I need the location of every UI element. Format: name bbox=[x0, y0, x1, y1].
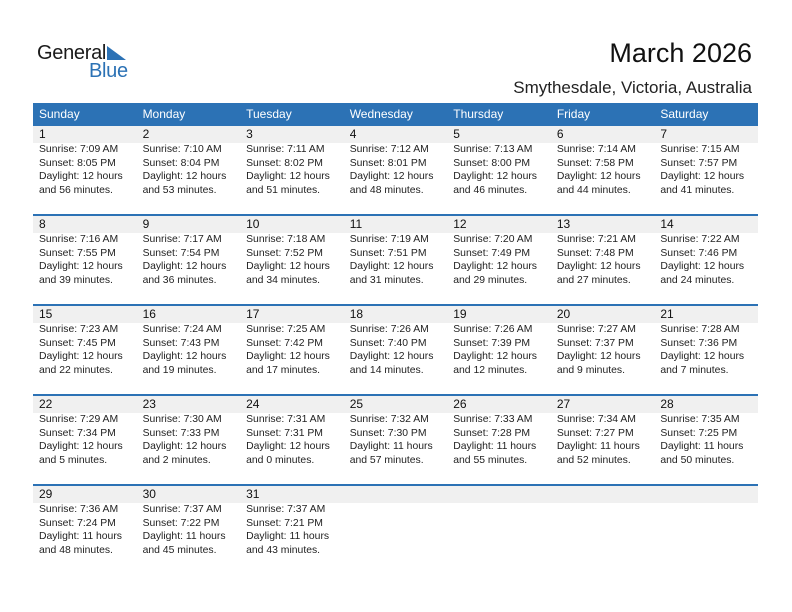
day-sunrise: Sunrise: 7:22 AM bbox=[660, 234, 740, 245]
day-number: 29 bbox=[33, 486, 137, 503]
day-sunrise: Sunrise: 7:14 AM bbox=[556, 144, 636, 155]
week-row bbox=[33, 126, 758, 214]
day-sunset: Sunset: 7:25 PM bbox=[660, 427, 738, 439]
day-daylight1: Daylight: 12 hours bbox=[142, 351, 227, 363]
day-daylight1: Daylight: 12 hours bbox=[39, 261, 123, 273]
day-daylight1: Daylight: 12 hours bbox=[39, 441, 123, 453]
week-row bbox=[33, 394, 758, 484]
day-sunset: Sunset: 7:42 PM bbox=[246, 337, 323, 349]
day-cell bbox=[33, 396, 137, 467]
day-number: 3 bbox=[240, 126, 344, 143]
day-cell bbox=[344, 216, 448, 287]
day-sunrise: Sunrise: 7:27 AM bbox=[556, 324, 636, 335]
day-info bbox=[447, 413, 551, 467]
day-daylight1: Daylight: 12 hours bbox=[142, 441, 227, 453]
day-info bbox=[240, 503, 344, 557]
day-number: 22 bbox=[33, 396, 137, 413]
day-sunrise: Sunrise: 7:12 AM bbox=[349, 144, 429, 155]
day-number: 18 bbox=[344, 306, 448, 323]
day-daylight2: and 56 minutes. bbox=[39, 184, 113, 196]
day-daylight2: and 34 minutes. bbox=[246, 274, 321, 286]
day-daylight1: Daylight: 11 hours bbox=[556, 441, 640, 453]
day-info bbox=[344, 413, 448, 467]
day-info bbox=[551, 143, 655, 197]
day-sunset: Sunset: 7:37 PM bbox=[556, 337, 634, 349]
day-daylight2: and 43 minutes. bbox=[246, 544, 321, 556]
day-info bbox=[240, 143, 344, 197]
day-daylight2: and 57 minutes. bbox=[349, 454, 424, 466]
day-number: 28 bbox=[654, 396, 758, 413]
week-row bbox=[33, 304, 758, 394]
day-daylight2: and 51 minutes. bbox=[246, 184, 321, 196]
day-daylight2: and 50 minutes. bbox=[660, 454, 735, 466]
day-sunset: Sunset: 7:22 PM bbox=[142, 517, 220, 529]
day-sunset: Sunset: 7:34 PM bbox=[39, 427, 116, 439]
day-cell bbox=[344, 306, 448, 377]
day-sunrise: Sunrise: 7:19 AM bbox=[349, 234, 429, 245]
day-daylight1: Daylight: 12 hours bbox=[349, 351, 434, 363]
weekday-header-wednesday: Wednesday bbox=[349, 107, 413, 121]
day-cell bbox=[33, 486, 137, 557]
day-daylight1: Daylight: 12 hours bbox=[660, 261, 745, 273]
day-sunrise: Sunrise: 7:33 AM bbox=[453, 414, 533, 425]
day-daylight2: and 48 minutes. bbox=[39, 544, 113, 556]
day-number bbox=[551, 486, 655, 503]
day-daylight1: Daylight: 12 hours bbox=[246, 171, 330, 183]
day-daylight2: and 36 minutes. bbox=[142, 274, 217, 286]
day-info bbox=[344, 233, 448, 287]
day-number: 16 bbox=[137, 306, 241, 323]
weekday-header-saturday: Saturday bbox=[660, 107, 709, 121]
day-daylight2: and 44 minutes. bbox=[556, 184, 631, 196]
day-sunset: Sunset: 7:24 PM bbox=[39, 517, 116, 529]
day-number: 6 bbox=[551, 126, 655, 143]
day-cell bbox=[654, 126, 758, 197]
weekday-header-thursday: Thursday bbox=[453, 107, 504, 121]
day-cell bbox=[137, 486, 241, 557]
day-sunrise: Sunrise: 7:18 AM bbox=[246, 234, 326, 245]
day-cell bbox=[344, 126, 448, 197]
day-info bbox=[137, 233, 241, 287]
day-daylight2: and 46 minutes. bbox=[453, 184, 528, 196]
day-daylight1: Daylight: 12 hours bbox=[453, 351, 537, 363]
day-daylight1: Daylight: 12 hours bbox=[556, 351, 641, 363]
day-info bbox=[447, 233, 551, 287]
day-number: 5 bbox=[447, 126, 551, 143]
day-info bbox=[344, 143, 448, 197]
day-info bbox=[551, 233, 655, 287]
day-info bbox=[33, 233, 137, 287]
day-number bbox=[344, 486, 448, 503]
weekday-header-monday: Monday bbox=[142, 107, 186, 121]
day-daylight2: and 7 minutes. bbox=[660, 364, 729, 376]
day-daylight1: Daylight: 12 hours bbox=[660, 171, 745, 183]
day-daylight1: Daylight: 12 hours bbox=[660, 351, 745, 363]
day-cell bbox=[240, 216, 344, 287]
generalblue-logo bbox=[37, 42, 137, 82]
day-daylight1: Daylight: 11 hours bbox=[246, 531, 330, 543]
day-daylight1: Daylight: 12 hours bbox=[142, 171, 227, 183]
day-daylight2: and 27 minutes. bbox=[556, 274, 631, 286]
day-daylight1: Daylight: 11 hours bbox=[660, 441, 744, 453]
day-info bbox=[654, 233, 758, 287]
day-daylight2: and 39 minutes. bbox=[39, 274, 113, 286]
day-info bbox=[240, 413, 344, 467]
day-daylight1: Daylight: 12 hours bbox=[556, 261, 641, 273]
day-number: 11 bbox=[344, 216, 448, 233]
day-number bbox=[447, 486, 551, 503]
day-daylight2: and 24 minutes. bbox=[660, 274, 735, 286]
day-daylight2: and 17 minutes. bbox=[246, 364, 321, 376]
day-sunset: Sunset: 8:02 PM bbox=[246, 157, 323, 169]
day-cell bbox=[137, 126, 241, 197]
day-number: 8 bbox=[33, 216, 137, 233]
day-sunrise: Sunrise: 7:37 AM bbox=[142, 504, 222, 515]
weekday-header-friday: Friday bbox=[556, 107, 591, 121]
day-sunset: Sunset: 7:31 PM bbox=[246, 427, 323, 439]
day-sunset: Sunset: 7:30 PM bbox=[349, 427, 427, 439]
day-number bbox=[654, 486, 758, 503]
day-cell bbox=[447, 486, 551, 557]
location-subtitle: Smythesdale, Victoria, Australia bbox=[513, 78, 752, 97]
day-daylight1: Daylight: 12 hours bbox=[349, 171, 434, 183]
day-daylight2: and 19 minutes. bbox=[142, 364, 217, 376]
day-daylight1: Daylight: 12 hours bbox=[142, 261, 227, 273]
day-number: 1 bbox=[33, 126, 137, 143]
day-sunset: Sunset: 7:57 PM bbox=[660, 157, 738, 169]
day-sunrise: Sunrise: 7:26 AM bbox=[453, 324, 533, 335]
week-row bbox=[33, 214, 758, 304]
weeks-container bbox=[33, 126, 758, 574]
day-sunrise: Sunrise: 7:16 AM bbox=[39, 234, 119, 245]
day-cell bbox=[240, 126, 344, 197]
day-sunrise: Sunrise: 7:35 AM bbox=[660, 414, 740, 425]
day-cell bbox=[654, 306, 758, 377]
day-sunset: Sunset: 7:48 PM bbox=[556, 247, 634, 259]
day-sunset: Sunset: 7:28 PM bbox=[453, 427, 531, 439]
week-row bbox=[33, 484, 758, 574]
day-daylight1: Daylight: 12 hours bbox=[39, 171, 123, 183]
day-daylight1: Daylight: 12 hours bbox=[246, 261, 330, 273]
day-daylight2: and 55 minutes. bbox=[453, 454, 528, 466]
day-daylight2: and 31 minutes. bbox=[349, 274, 424, 286]
day-number: 25 bbox=[344, 396, 448, 413]
day-sunrise: Sunrise: 7:30 AM bbox=[142, 414, 222, 425]
day-daylight2: and 2 minutes. bbox=[142, 454, 211, 466]
day-sunrise: Sunrise: 7:37 AM bbox=[246, 504, 326, 515]
day-sunrise: Sunrise: 7:36 AM bbox=[39, 504, 119, 515]
day-sunrise: Sunrise: 7:34 AM bbox=[556, 414, 636, 425]
day-info bbox=[33, 323, 137, 377]
day-cell bbox=[240, 486, 344, 557]
day-daylight1: Daylight: 12 hours bbox=[246, 441, 330, 453]
day-info bbox=[654, 323, 758, 377]
day-info bbox=[137, 323, 241, 377]
day-info bbox=[137, 143, 241, 197]
day-sunset: Sunset: 8:01 PM bbox=[349, 157, 427, 169]
day-daylight2: and 29 minutes. bbox=[453, 274, 528, 286]
day-daylight1: Daylight: 11 hours bbox=[142, 531, 226, 543]
day-daylight1: Daylight: 11 hours bbox=[39, 531, 122, 543]
logo-text-general: General bbox=[37, 42, 107, 64]
day-cell bbox=[447, 306, 551, 377]
day-info bbox=[137, 413, 241, 467]
day-cell bbox=[344, 486, 448, 557]
day-info bbox=[551, 323, 655, 377]
day-sunrise: Sunrise: 7:23 AM bbox=[39, 324, 119, 335]
day-number: 12 bbox=[447, 216, 551, 233]
day-sunrise: Sunrise: 7:13 AM bbox=[453, 144, 533, 155]
day-daylight2: and 5 minutes. bbox=[39, 454, 108, 466]
day-info bbox=[33, 143, 137, 197]
day-sunrise: Sunrise: 7:10 AM bbox=[142, 144, 222, 155]
day-cell bbox=[344, 396, 448, 467]
day-number: 17 bbox=[240, 306, 344, 323]
day-sunrise: Sunrise: 7:09 AM bbox=[39, 144, 119, 155]
day-sunset: Sunset: 7:51 PM bbox=[349, 247, 427, 259]
day-number: 20 bbox=[551, 306, 655, 323]
page-title: March 2026 bbox=[609, 38, 752, 68]
logo-text-blue: Blue bbox=[89, 60, 128, 82]
day-sunrise: Sunrise: 7:31 AM bbox=[246, 414, 326, 425]
day-sunrise: Sunrise: 7:20 AM bbox=[453, 234, 533, 245]
day-daylight2: and 12 minutes. bbox=[453, 364, 528, 376]
day-sunset: Sunset: 7:46 PM bbox=[660, 247, 738, 259]
day-sunrise: Sunrise: 7:32 AM bbox=[349, 414, 429, 425]
day-cell bbox=[654, 396, 758, 467]
day-sunset: Sunset: 7:54 PM bbox=[142, 247, 220, 259]
day-sunrise: Sunrise: 7:24 AM bbox=[142, 324, 222, 335]
day-number: 15 bbox=[33, 306, 137, 323]
day-daylight2: and 0 minutes. bbox=[246, 454, 315, 466]
day-sunset: Sunset: 7:52 PM bbox=[246, 247, 323, 259]
day-sunset: Sunset: 7:43 PM bbox=[142, 337, 220, 349]
day-number: 26 bbox=[447, 396, 551, 413]
day-sunset: Sunset: 8:04 PM bbox=[142, 157, 220, 169]
day-cell bbox=[654, 216, 758, 287]
day-info bbox=[654, 143, 758, 197]
day-number: 9 bbox=[137, 216, 241, 233]
weekday-header-sunday: Sunday bbox=[39, 107, 80, 121]
day-sunrise: Sunrise: 7:15 AM bbox=[660, 144, 740, 155]
day-info bbox=[33, 413, 137, 467]
day-cell bbox=[137, 216, 241, 287]
day-daylight2: and 52 minutes. bbox=[556, 454, 631, 466]
day-info bbox=[344, 323, 448, 377]
day-sunset: Sunset: 7:27 PM bbox=[556, 427, 634, 439]
day-number: 24 bbox=[240, 396, 344, 413]
day-number: 23 bbox=[137, 396, 241, 413]
day-info bbox=[137, 503, 241, 557]
day-cell bbox=[551, 486, 655, 557]
day-sunrise: Sunrise: 7:21 AM bbox=[556, 234, 636, 245]
day-info bbox=[551, 413, 655, 467]
day-sunset: Sunset: 7:39 PM bbox=[453, 337, 531, 349]
day-sunrise: Sunrise: 7:11 AM bbox=[246, 144, 325, 155]
day-cell bbox=[447, 396, 551, 467]
calendar-grid bbox=[33, 103, 758, 574]
day-sunset: Sunset: 7:49 PM bbox=[453, 247, 531, 259]
day-cell bbox=[551, 216, 655, 287]
day-number: 30 bbox=[137, 486, 241, 503]
day-number: 13 bbox=[551, 216, 655, 233]
day-daylight1: Daylight: 12 hours bbox=[453, 261, 537, 273]
day-sunset: Sunset: 7:21 PM bbox=[246, 517, 323, 529]
day-sunrise: Sunrise: 7:28 AM bbox=[660, 324, 740, 335]
day-info bbox=[240, 323, 344, 377]
day-number: 14 bbox=[654, 216, 758, 233]
day-cell bbox=[551, 306, 655, 377]
day-info bbox=[447, 143, 551, 197]
day-daylight2: and 45 minutes. bbox=[142, 544, 217, 556]
day-cell bbox=[447, 216, 551, 287]
day-sunset: Sunset: 7:55 PM bbox=[39, 247, 116, 259]
day-sunset: Sunset: 7:40 PM bbox=[349, 337, 427, 349]
day-number: 27 bbox=[551, 396, 655, 413]
day-cell bbox=[654, 486, 758, 557]
day-sunset: Sunset: 8:05 PM bbox=[39, 157, 116, 169]
day-cell bbox=[33, 216, 137, 287]
day-sunrise: Sunrise: 7:26 AM bbox=[349, 324, 429, 335]
day-daylight2: and 22 minutes. bbox=[39, 364, 113, 376]
day-daylight2: and 9 minutes. bbox=[556, 364, 625, 376]
day-daylight1: Daylight: 11 hours bbox=[349, 441, 433, 453]
day-daylight2: and 41 minutes. bbox=[660, 184, 735, 196]
day-cell bbox=[551, 396, 655, 467]
day-sunset: Sunset: 8:00 PM bbox=[453, 157, 531, 169]
day-info bbox=[447, 323, 551, 377]
day-cell bbox=[33, 126, 137, 197]
day-daylight1: Daylight: 12 hours bbox=[246, 351, 330, 363]
day-cell bbox=[137, 306, 241, 377]
day-cell bbox=[551, 126, 655, 197]
weekday-header-row bbox=[33, 103, 758, 126]
day-cell bbox=[447, 126, 551, 197]
day-number: 19 bbox=[447, 306, 551, 323]
day-cell bbox=[240, 396, 344, 467]
day-number: 21 bbox=[654, 306, 758, 323]
day-cell bbox=[240, 306, 344, 377]
weekday-header-tuesday: Tuesday bbox=[246, 107, 292, 121]
day-sunset: Sunset: 7:58 PM bbox=[556, 157, 634, 169]
day-sunrise: Sunrise: 7:29 AM bbox=[39, 414, 119, 425]
day-sunset: Sunset: 7:36 PM bbox=[660, 337, 738, 349]
day-daylight1: Daylight: 12 hours bbox=[556, 171, 641, 183]
day-daylight1: Daylight: 12 hours bbox=[349, 261, 434, 273]
day-number: 10 bbox=[240, 216, 344, 233]
day-info bbox=[654, 413, 758, 467]
day-daylight2: and 14 minutes. bbox=[349, 364, 424, 376]
day-daylight2: and 53 minutes. bbox=[142, 184, 217, 196]
day-info bbox=[33, 503, 137, 557]
day-sunset: Sunset: 7:33 PM bbox=[142, 427, 220, 439]
day-sunset: Sunset: 7:45 PM bbox=[39, 337, 116, 349]
day-number: 4 bbox=[344, 126, 448, 143]
day-daylight2: and 48 minutes. bbox=[349, 184, 424, 196]
logo-triangle-icon bbox=[107, 46, 126, 60]
day-sunrise: Sunrise: 7:17 AM bbox=[142, 234, 222, 245]
day-number: 7 bbox=[654, 126, 758, 143]
day-daylight1: Daylight: 11 hours bbox=[453, 441, 537, 453]
day-sunrise: Sunrise: 7:25 AM bbox=[246, 324, 326, 335]
day-daylight1: Daylight: 12 hours bbox=[39, 351, 123, 363]
day-number: 2 bbox=[137, 126, 241, 143]
day-daylight1: Daylight: 12 hours bbox=[453, 171, 537, 183]
day-info bbox=[240, 233, 344, 287]
day-cell bbox=[137, 396, 241, 467]
day-number: 31 bbox=[240, 486, 344, 503]
day-cell bbox=[33, 306, 137, 377]
